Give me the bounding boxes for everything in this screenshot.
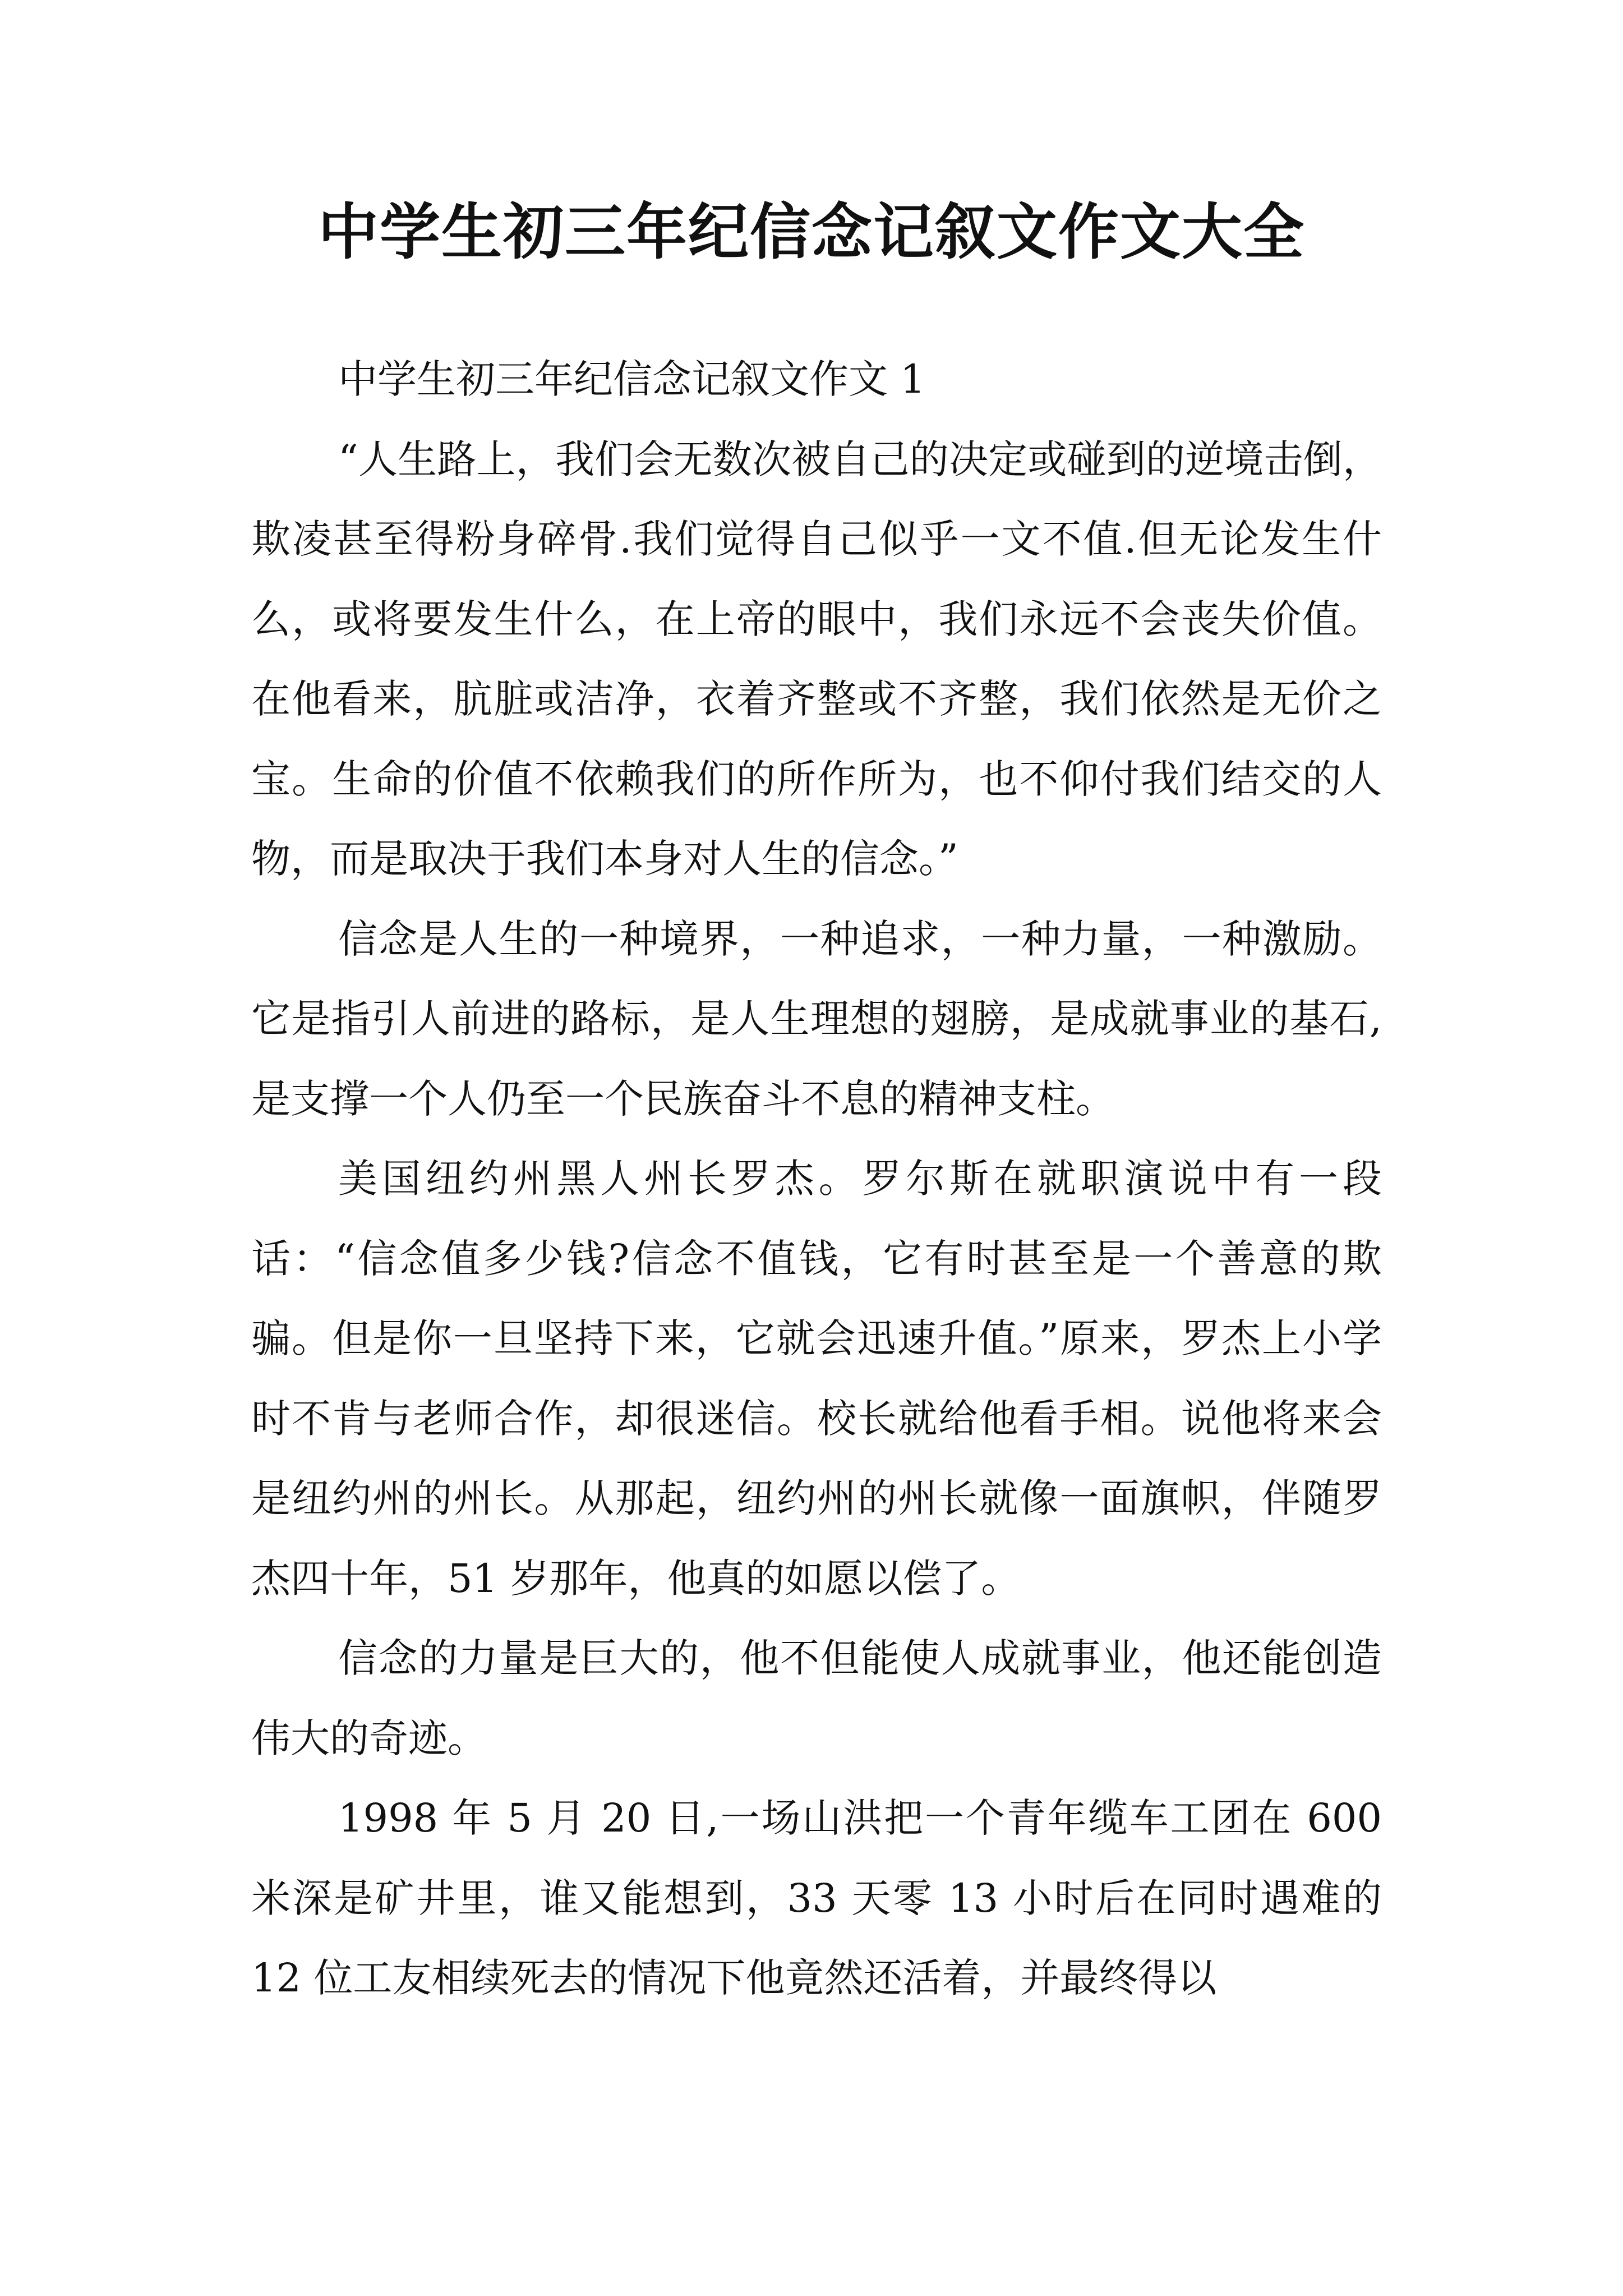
paragraph: 美国纽约州黑人州长罗杰。罗尔斯在就职演说中有一段话：“信念值多少钱?信念不值钱，它有时甚至是一个善意的欺骗。但是你一旦坚持下来，它就会迅速升值。”原来，罗杰上小学时不肯与老师合作，却很迷信。校长就给他看手相。说他将来会是纽约州的州长。从那起，纽约州的州长就像一面旗帜，伴随罗杰四十年，51 岁那年，他真的如愿以偿了。 bbox=[251, 1156, 1382, 1602]
paragraph: 信念的力量是巨大的，他不但能使人成就事业，他还能创造伟大的奇迹。 bbox=[251, 1635, 1382, 1761]
paragraph: 1998 年 5 月 20 日,一场山洪把一个青年缆车工团在 600 米深是矿井里，谁又能想到，33 天零 13 小时后在同时遇难的 12 位工友相续死去的情况下他竟然还活着，并最终得以 bbox=[251, 1795, 1382, 2001]
section-heading: 中学生初三年纪信念记叙文作文 1 bbox=[338, 356, 925, 402]
document-body bbox=[251, 339, 1382, 2018]
document-title: 中学生初三年纪信念记叙文作文大全 bbox=[317, 197, 1305, 268]
paragraph: “人生路上，我们会无数次被自己的决定或碰到的逆境击倒，欺凌甚至得粉身碎骨.我们觉得自己似乎一文不值.但无论发生什么，或将要发生什么，在上帝的眼中，我们永远不会丧失价值。在他看来，肮脏或洁净，衣着齐整或不齐整，我们依然是无价之宝。生命的价值不依赖我们的所作所为，也不仰付我们结交的人物，而是取决于我们本身对人生的信念。” bbox=[251, 436, 1382, 882]
paragraph: 信念是人生的一种境界，一种追求，一种力量，一种激励。它是指引人前进的路标，是人生理想的翅膀，是成就事业的基石,是支撑一个人仍至一个民族奋斗不息的精神支柱。 bbox=[251, 915, 1382, 1122]
